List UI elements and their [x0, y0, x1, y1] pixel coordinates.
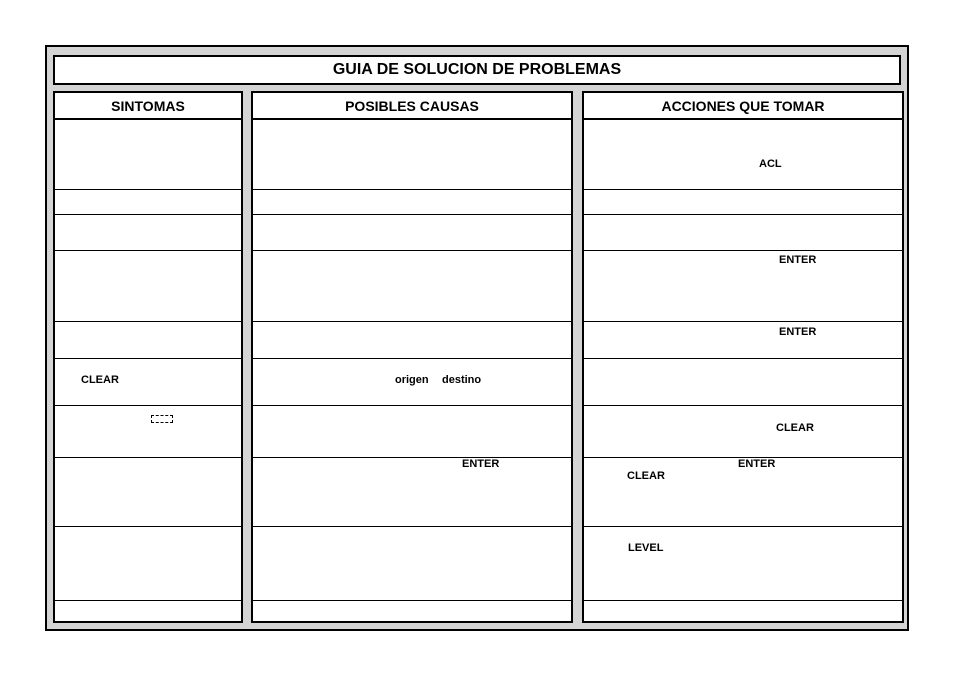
label-clear: CLEAR: [81, 374, 119, 386]
row-divider: [55, 250, 241, 251]
troubleshooting-guide-frame: [45, 45, 909, 631]
row-divider: [55, 526, 241, 527]
row-divider: [55, 457, 241, 458]
column-acciones: [582, 91, 904, 623]
label-enter: ENTER: [779, 254, 817, 266]
row-divider: [584, 250, 902, 251]
row-divider: [253, 600, 571, 601]
column-header-sintomas: SINTOMAS: [55, 93, 241, 120]
column-header-acciones: ACCIONES QUE TOMAR: [584, 93, 902, 120]
label-origen: origen: [395, 374, 429, 386]
row-divider: [584, 189, 902, 190]
row-divider: [55, 189, 241, 190]
column-header-causas: POSIBLES CAUSAS: [253, 93, 571, 120]
column-posibles-causas: [251, 91, 573, 623]
row-divider: [55, 358, 241, 359]
row-divider: [584, 321, 902, 322]
dashed-box-icon: [151, 415, 173, 423]
row-divider: [253, 457, 571, 458]
label-clear: CLEAR: [776, 422, 814, 434]
label-enter: ENTER: [462, 458, 500, 470]
row-divider: [55, 405, 241, 406]
row-divider: [55, 600, 241, 601]
label-clear: CLEAR: [627, 470, 665, 482]
row-divider: [253, 405, 571, 406]
row-divider: [253, 321, 571, 322]
row-divider: [584, 600, 902, 601]
row-divider: [55, 214, 241, 215]
label-enter: ENTER: [779, 326, 817, 338]
row-divider: [584, 358, 902, 359]
row-divider: [253, 358, 571, 359]
column-sintomas: [53, 91, 243, 623]
label-level: LEVEL: [628, 542, 664, 554]
row-divider: [253, 214, 571, 215]
label-enter: ENTER: [738, 458, 776, 470]
guide-title: GUIA DE SOLUCION DE PROBLEMAS: [53, 55, 901, 85]
row-divider: [584, 405, 902, 406]
label-destino: destino: [442, 374, 482, 386]
row-divider: [55, 321, 241, 322]
row-divider: [253, 526, 571, 527]
row-divider: [584, 214, 902, 215]
row-divider: [253, 250, 571, 251]
row-divider: [584, 526, 902, 527]
label-acl: ACL: [759, 158, 782, 170]
row-divider: [253, 189, 571, 190]
